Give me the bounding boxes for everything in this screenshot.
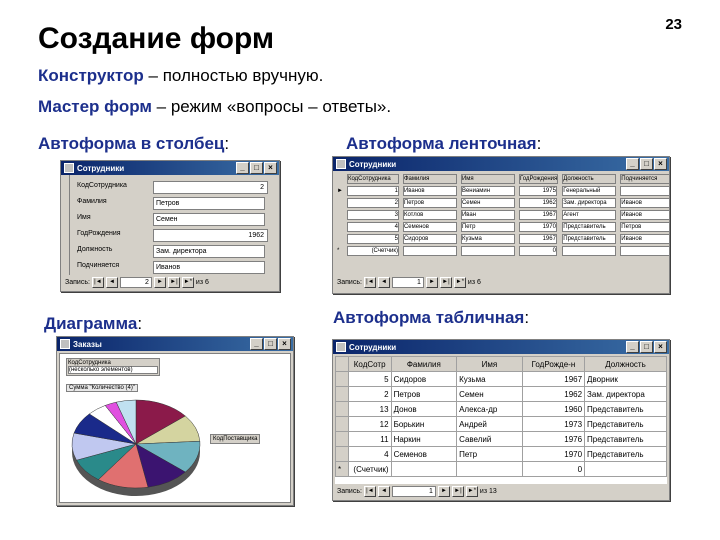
minimize-icon[interactable]: _ [236, 162, 249, 174]
ribbon-row[interactable] [335, 245, 669, 257]
minimize-icon[interactable]: _ [250, 338, 263, 350]
series-field-button[interactable]: КодПоставщика [210, 434, 260, 444]
ribbon-row[interactable] [335, 197, 669, 209]
record-selector[interactable] [335, 197, 345, 209]
record-selector[interactable] [336, 372, 349, 387]
ribbon-cell[interactable]: 5 [347, 234, 399, 244]
maximize-icon[interactable]: □ [640, 341, 653, 353]
minimize-icon[interactable]: _ [626, 158, 639, 170]
new-record-icon[interactable]: ►* [466, 486, 478, 497]
table-cell[interactable]: Семен [457, 387, 523, 402]
nav-total: из 13 [479, 488, 497, 495]
table-cell[interactable]: 1976 [522, 432, 584, 447]
last-record-icon[interactable]: ►| [440, 277, 452, 288]
nav-label: Запись: [337, 279, 362, 286]
ribbon-cell[interactable]: Представитель [562, 234, 616, 244]
window-title: Заказы [73, 339, 102, 349]
field-label: ГодРождения [77, 230, 121, 237]
table-form-navbar [333, 486, 669, 497]
ribbon-cell[interactable] [620, 246, 669, 256]
ribbon-cell[interactable] [620, 186, 669, 196]
ribbon-row[interactable] [335, 209, 669, 221]
page-field-value: (несколько элементов) [68, 366, 158, 374]
column-form-navbar [61, 275, 279, 290]
sub-table-heading [333, 308, 529, 328]
table-cell[interactable]: 1960 [522, 402, 584, 417]
table-cell[interactable]: Борькин [391, 417, 457, 432]
ribbon-row[interactable] [335, 233, 669, 245]
field-value[interactable]: Семен [153, 213, 265, 226]
sub-ribbon-text: Автоформа ленточная [346, 134, 537, 153]
field-label: Имя [77, 214, 91, 221]
constructor-line [38, 66, 323, 86]
table-row[interactable] [336, 432, 667, 447]
pie-chart [64, 394, 214, 499]
prev-record-icon[interactable]: ◄ [378, 486, 390, 497]
table-cell[interactable]: 1967 [522, 372, 584, 387]
ribbon-cell[interactable]: Семенов [403, 222, 457, 232]
column-header[interactable]: Имя [457, 357, 523, 372]
table-row[interactable] [336, 417, 667, 432]
ribbon-cell[interactable]: Семен [461, 198, 515, 208]
ribbon-cell[interactable]: 4 [347, 222, 399, 232]
field-value[interactable]: Иванов [153, 261, 265, 274]
table-row[interactable] [336, 387, 667, 402]
nav-total: из 6 [467, 279, 481, 286]
sub-table-text: Автоформа табличная [333, 308, 525, 327]
ribbon-cell[interactable]: Агент [562, 210, 616, 220]
colon: : [224, 134, 230, 153]
record-selector[interactable] [336, 417, 349, 432]
table-cell[interactable]: Семенов [391, 447, 457, 462]
column-form-titlebar[interactable] [61, 161, 279, 175]
ribbon-cell[interactable]: Петров [620, 222, 669, 232]
window-title: Сотрудники [349, 159, 397, 169]
ribbon-cell[interactable]: Генеральный [562, 186, 616, 196]
column-header: Подчиняется [620, 174, 669, 184]
table-form-window [332, 339, 670, 501]
ribbon-cell[interactable]: Зам. директора [562, 198, 616, 208]
data-field-label[interactable]: Сумма "Количество (4)" [66, 384, 138, 392]
next-record-icon[interactable]: ► [438, 486, 450, 497]
field-value[interactable]: Петров [153, 197, 265, 210]
ribbon-form-window [332, 156, 670, 294]
column-header[interactable]: Должность [585, 357, 667, 372]
table-cell[interactable]: Представитель [585, 417, 667, 432]
column-form-body [61, 175, 279, 275]
window-title: Сотрудники [349, 342, 397, 352]
sub-column-text: Автоформа в столбец [38, 134, 225, 153]
table-form-body [335, 356, 667, 484]
table-cell[interactable]: 11 [348, 432, 391, 447]
datasheet-table [335, 356, 667, 477]
constructor-term: Конструктор [38, 66, 144, 85]
sub-ribbon-heading [346, 134, 541, 154]
column-header: ГодРождения [519, 176, 558, 182]
ribbon-cell[interactable]: 3 [347, 210, 399, 220]
colon: : [137, 314, 143, 333]
ribbon-cell[interactable] [562, 246, 616, 256]
constructor-desc: – полностью вручную. [143, 66, 324, 85]
record-selector[interactable] [336, 402, 349, 417]
field-label: КодСотрудника [77, 182, 127, 189]
new-record-icon[interactable]: ►* [182, 277, 194, 288]
table-cell[interactable]: Кузьма [457, 372, 523, 387]
close-icon[interactable]: × [278, 338, 291, 350]
nav-current[interactable]: 2 [120, 277, 152, 288]
ribbon-cell[interactable]: Котлов [403, 210, 457, 220]
nav-current[interactable]: 1 [392, 277, 424, 288]
chart-area [59, 353, 291, 503]
form-icon [64, 163, 74, 173]
table-cell[interactable]: Наркин [391, 432, 457, 447]
window-title: Сотрудники [77, 163, 125, 173]
table-cell[interactable]: 0 [522, 462, 584, 477]
ribbon-cell[interactable] [461, 246, 515, 256]
maximize-icon[interactable]: □ [250, 162, 263, 174]
column-form-window [60, 160, 280, 292]
table-cell[interactable]: Петров [391, 387, 457, 402]
nav-label: Запись: [65, 279, 90, 286]
table-row[interactable] [336, 447, 667, 462]
colon: : [524, 308, 530, 327]
table-cell[interactable]: Андрей [457, 417, 523, 432]
ribbon-cell[interactable]: 1967 [519, 234, 557, 244]
field-label: Должность [77, 246, 113, 253]
table-cell[interactable]: Алекса-др [457, 402, 523, 417]
next-record-icon[interactable]: ► [426, 277, 438, 288]
first-record-icon[interactable]: |◄ [364, 277, 376, 288]
wizard-term: Мастер форм [38, 97, 152, 116]
table-cell[interactable]: 5 [348, 372, 391, 387]
column-header: Должность [562, 174, 616, 184]
record-selector[interactable] [336, 387, 349, 402]
maximize-icon[interactable]: □ [640, 158, 653, 170]
nav-total: из 6 [195, 279, 209, 286]
field-value[interactable]: 2 [153, 181, 268, 194]
ribbon-cell[interactable]: 1 [347, 186, 399, 196]
last-record-icon[interactable]: ►| [168, 277, 180, 288]
ribbon-cell[interactable]: 1967 [519, 210, 557, 220]
chart-form-titlebar[interactable] [57, 337, 293, 351]
prev-record-icon[interactable]: ◄ [106, 277, 118, 288]
last-record-icon[interactable]: ►| [452, 486, 464, 497]
field-value[interactable]: Зам. директора [153, 245, 265, 258]
nav-label: Запись: [337, 488, 362, 495]
slide-title: Создание форм [38, 22, 275, 55]
field-label: Подчиняется [77, 262, 120, 269]
table-cell[interactable]: Зам. директора [585, 387, 667, 402]
field-label: Фамилия [77, 198, 107, 205]
ribbon-cell[interactable]: Петров [403, 198, 457, 208]
field-value[interactable]: 1962 [153, 229, 268, 242]
ribbon-cell[interactable]: Иван [461, 210, 515, 220]
column-header[interactable]: ГодРожде-н [522, 357, 584, 372]
new-record-icon[interactable]: ►* [454, 277, 466, 288]
column-header[interactable]: КодСотр [348, 357, 391, 372]
ribbon-cell[interactable]: Представитель [562, 222, 616, 232]
wizard-line [38, 97, 391, 117]
wizard-desc: – режим «вопросы – ответы». [151, 97, 392, 116]
table-cell[interactable]: 1970 [522, 447, 584, 462]
page-number: 23 [665, 16, 682, 33]
table-row[interactable] [336, 402, 667, 417]
form-icon [336, 342, 346, 352]
ribbon-cell[interactable]: Кузьма [461, 234, 515, 244]
ribbon-cell[interactable]: Иванов [620, 234, 669, 244]
minimize-icon[interactable]: _ [626, 341, 639, 353]
table-cell[interactable] [457, 462, 523, 477]
column-header: КодСотрудника [347, 174, 399, 184]
first-record-icon[interactable]: |◄ [92, 277, 104, 288]
record-selector[interactable]: * [336, 462, 349, 477]
table-cell[interactable] [391, 462, 457, 477]
column-header: Имя [461, 174, 515, 184]
ribbon-cell[interactable]: 1970 [519, 222, 557, 232]
table-cell[interactable]: Представитель [585, 402, 667, 417]
sub-chart-heading [44, 314, 142, 334]
table-cell[interactable]: Донов [391, 402, 457, 417]
table-cell[interactable]: 4 [348, 447, 391, 462]
page-field-dropdown[interactable] [66, 358, 160, 376]
table-cell[interactable]: Представитель [585, 447, 667, 462]
table-cell[interactable]: 1973 [522, 417, 584, 432]
ribbon-row[interactable] [335, 185, 669, 197]
table-cell[interactable]: 13 [348, 402, 391, 417]
page-field-name: КодСотрудника [68, 360, 111, 366]
ribbon-cell[interactable]: (Счетчик) [347, 246, 399, 256]
table-cell[interactable]: (Счетчик) [348, 462, 391, 477]
ribbon-cell[interactable]: Петр [461, 222, 515, 232]
record-selector[interactable] [335, 209, 345, 221]
ribbon-row[interactable] [335, 221, 669, 233]
close-icon[interactable]: × [654, 341, 667, 353]
form-icon [336, 159, 346, 169]
ribbon-form-body [333, 171, 669, 275]
table-cell[interactable]: Сидоров [391, 372, 457, 387]
ribbon-form-navbar [333, 275, 669, 290]
ribbon-cell[interactable]: Иванов [620, 210, 669, 220]
table-row[interactable] [336, 462, 667, 477]
close-icon[interactable]: × [264, 162, 277, 174]
record-selector[interactable] [335, 221, 345, 233]
sub-column-heading [38, 134, 229, 154]
record-selector[interactable] [336, 432, 349, 447]
ribbon-cell[interactable] [403, 246, 457, 256]
form-icon [60, 339, 70, 349]
nav-current[interactable]: 1 [392, 486, 436, 497]
record-selector[interactable] [61, 175, 70, 275]
record-selector[interactable]: * [335, 245, 345, 257]
column-header[interactable]: Фамилия [391, 357, 457, 372]
ribbon-cell[interactable]: Иванов [620, 198, 669, 208]
ribbon-cell[interactable]: 1962 [519, 198, 557, 208]
table-cell[interactable] [585, 462, 667, 477]
table-cell[interactable]: 1962 [522, 387, 584, 402]
close-icon[interactable]: × [654, 158, 667, 170]
table-row[interactable] [336, 372, 667, 387]
ribbon-form-titlebar[interactable] [333, 157, 669, 171]
table-cell[interactable]: 2 [348, 387, 391, 402]
ribbon-cell[interactable]: Иванов [403, 186, 457, 196]
ribbon-table [335, 173, 669, 257]
colon: : [536, 134, 542, 153]
first-record-icon[interactable]: |◄ [364, 486, 376, 497]
record-selector[interactable]: ► [335, 185, 345, 197]
table-cell[interactable]: Представитель [585, 432, 667, 447]
record-selector[interactable] [335, 233, 345, 245]
chart-form-window [56, 336, 294, 506]
next-record-icon[interactable]: ► [154, 277, 166, 288]
table-cell[interactable]: Савелий [457, 432, 523, 447]
record-selector[interactable] [336, 447, 349, 462]
maximize-icon[interactable]: □ [264, 338, 277, 350]
prev-record-icon[interactable]: ◄ [378, 277, 390, 288]
ribbon-cell[interactable]: Сидоров [403, 234, 457, 244]
table-form-titlebar[interactable] [333, 340, 669, 354]
table-cell[interactable]: Петр [457, 447, 523, 462]
column-header: Фамилия [403, 174, 457, 184]
table-cell[interactable]: Дворник [585, 372, 667, 387]
corner-cell[interactable] [336, 357, 349, 372]
ribbon-cell[interactable]: 0 [519, 246, 557, 256]
table-cell[interactable]: 12 [348, 417, 391, 432]
ribbon-cell[interactable]: 1975 [519, 186, 557, 196]
ribbon-cell[interactable]: Вениамин [461, 186, 515, 196]
ribbon-cell[interactable]: 2 [347, 198, 399, 208]
sub-chart-text: Диаграмма [44, 314, 138, 333]
